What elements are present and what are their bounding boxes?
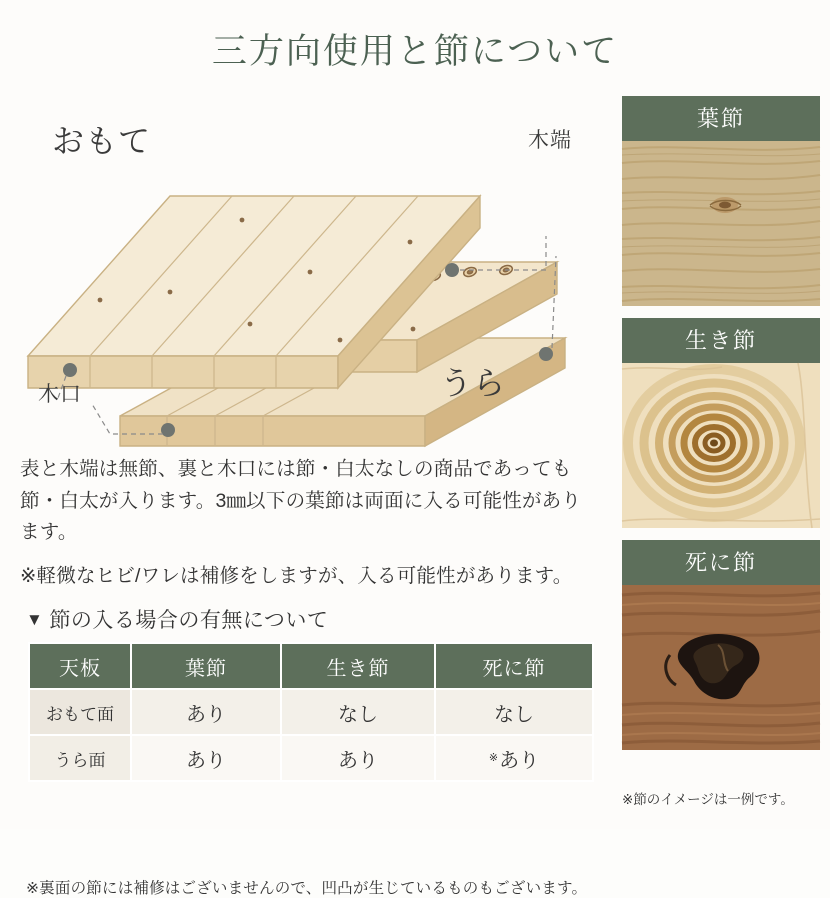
hafushi-wood-photo	[622, 141, 820, 306]
panel-caption-ikibushi: 生き節	[622, 318, 820, 363]
cell-ura-ikibushi: あり	[281, 735, 435, 781]
panel-caption-hafushi: 葉節	[622, 96, 820, 141]
wood-board-illustration	[0, 86, 612, 436]
panel-hafushi	[622, 96, 820, 306]
table-header-cell-0: 天板	[29, 643, 131, 689]
table-row	[29, 689, 593, 735]
cell-omote-shinibushi: なし	[435, 689, 593, 735]
table-subheading-text: 節の入る場合の有無について	[49, 609, 329, 632]
panel-caption-shinibushi: 死に節	[622, 540, 820, 585]
table-header-row	[29, 643, 593, 689]
table-row	[29, 735, 593, 781]
knot-presence-table	[28, 642, 594, 782]
photo-hafushi	[622, 141, 820, 306]
photo-ikibushi	[622, 363, 820, 528]
page-title: 三方向使用と節について	[211, 32, 619, 71]
ikibushi-wood-photo	[622, 363, 820, 528]
panel-shinibushi	[622, 540, 820, 750]
description-note: ※軽微なヒビ/ワレは補修をしますが、入る可能性があります。	[20, 564, 573, 587]
left-column	[0, 86, 612, 897]
cell-ura-shinibushi	[435, 735, 593, 781]
table-subheading	[26, 604, 328, 634]
description-main: 表と木端は無節、裏と木口には節・白太なしの商品であっても節・白太が入ります。3㎜以下の葉節は両面に入る可能性があります。	[20, 458, 582, 544]
label-koguchi: 木口	[38, 383, 82, 406]
label-ura: うら	[440, 365, 507, 401]
cell-ura-hafushi: あり	[131, 735, 281, 781]
triangle-icon: ▼	[26, 610, 44, 629]
table-header-cell-2: 生き節	[281, 643, 435, 689]
panel-ikibushi	[622, 318, 820, 528]
row-label-omote: おもて面	[29, 689, 131, 735]
label-kobashi: 木端	[528, 129, 572, 152]
label-omote: おもて	[52, 123, 152, 159]
right-column	[622, 96, 820, 762]
photo-shinibushi	[622, 585, 820, 750]
shinibushi-wood-photo	[622, 585, 820, 750]
table-header-cell-3: 死に節	[435, 643, 593, 689]
cell-ura-shinibushi-text: あり	[499, 749, 540, 772]
description-block	[20, 454, 600, 592]
image-note: ※節のイメージは一例です。	[622, 792, 794, 807]
asterisk-mark: ※	[488, 751, 499, 764]
row-label-ura: うら面	[29, 735, 131, 781]
cell-omote-ikibushi: なし	[281, 689, 435, 735]
table-footnote: ※裏面の節には補修はございませんので、凹凸が生じているものもございます。	[26, 880, 588, 897]
cell-omote-hafushi: あり	[131, 689, 281, 735]
table-header-cell-1: 葉節	[131, 643, 281, 689]
